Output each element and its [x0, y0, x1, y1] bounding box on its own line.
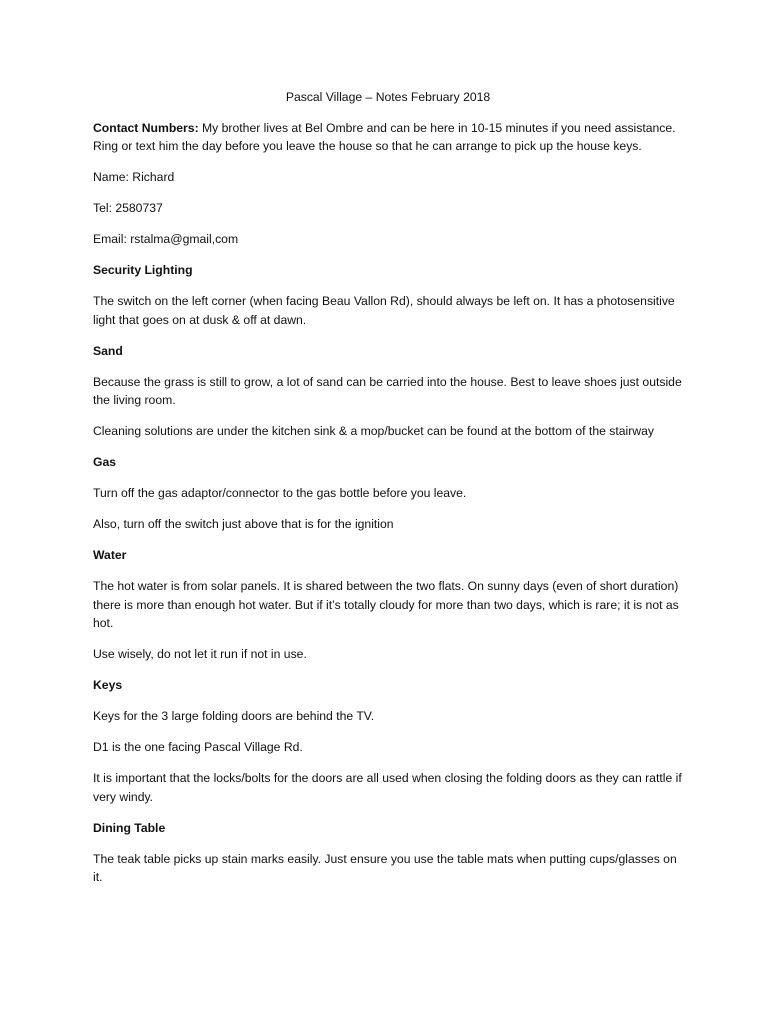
water-heading: Water: [93, 548, 127, 563]
contact-text: My brother lives at Bel Ombre and can be here in 10-15 minutes if you need assistance. Ring or text him the day before you leave the house so that he can arrange to pick up the house keys.: [93, 120, 676, 154]
name-line: Name: Richard: [93, 170, 175, 185]
document-title: Pascal Village – Notes February 2018: [285, 90, 491, 104]
contact-heading: Contact Numbers:: [93, 120, 199, 135]
keys-paragraph-1: Keys for the 3 large folding doors are behind the TV.: [93, 709, 375, 724]
gas-heading: Gas: [93, 455, 117, 470]
water-paragraph-2: Use wisely, do not let it run if not in use.: [93, 647, 307, 662]
dining-paragraph: The teak table picks up stain marks easily. Just ensure you use the table mats when putting cups/glasses on it.: [93, 851, 677, 885]
sand-heading: Sand: [93, 343, 123, 358]
gas-paragraph-1: Turn off the gas adaptor/connector to the gas bottle before you leave.: [93, 486, 467, 501]
document-page: [93, 88, 683, 899]
sand-paragraph-2: Cleaning solutions are under the kitchen sink & a mop/bucket can be found at the bottom of the stairway: [93, 424, 654, 439]
sand-paragraph-1: Because the grass is still to grow, a lot of sand can be carried into the house. Best to leave shoes just outside the living room.: [93, 374, 682, 408]
keys-heading: Keys: [93, 678, 123, 693]
tel-line: Tel: 2580737: [93, 201, 163, 216]
water-paragraph-1: The hot water is from solar panels. It is shared between the two flats. On sunny days (even of short duration) there is more than enough hot water. But if it’s totally cloudy for more than two days, which is rare; it is not as hot.: [93, 579, 679, 631]
keys-paragraph-3: It is important that the locks/bolts for the doors are all used when closing the folding doors as they can rattle if very windy.: [93, 771, 682, 804]
security-heading: Security Lighting: [93, 263, 193, 278]
contact-paragraph: [93, 119, 683, 156]
security-paragraph: The switch on the left corner (when facing Beau Vallon Rd), should always be left on. It has a photosensitive light that goes on at dusk & off at dawn.: [93, 294, 675, 327]
email-line: Email: rstalma@gmail,com: [93, 232, 239, 247]
gas-paragraph-2: Also, turn off the switch just above that is for the ignition: [93, 517, 394, 532]
dining-heading: Dining Table: [93, 820, 166, 835]
keys-paragraph-2: D1 is the one facing Pascal Village Rd.: [93, 740, 303, 755]
